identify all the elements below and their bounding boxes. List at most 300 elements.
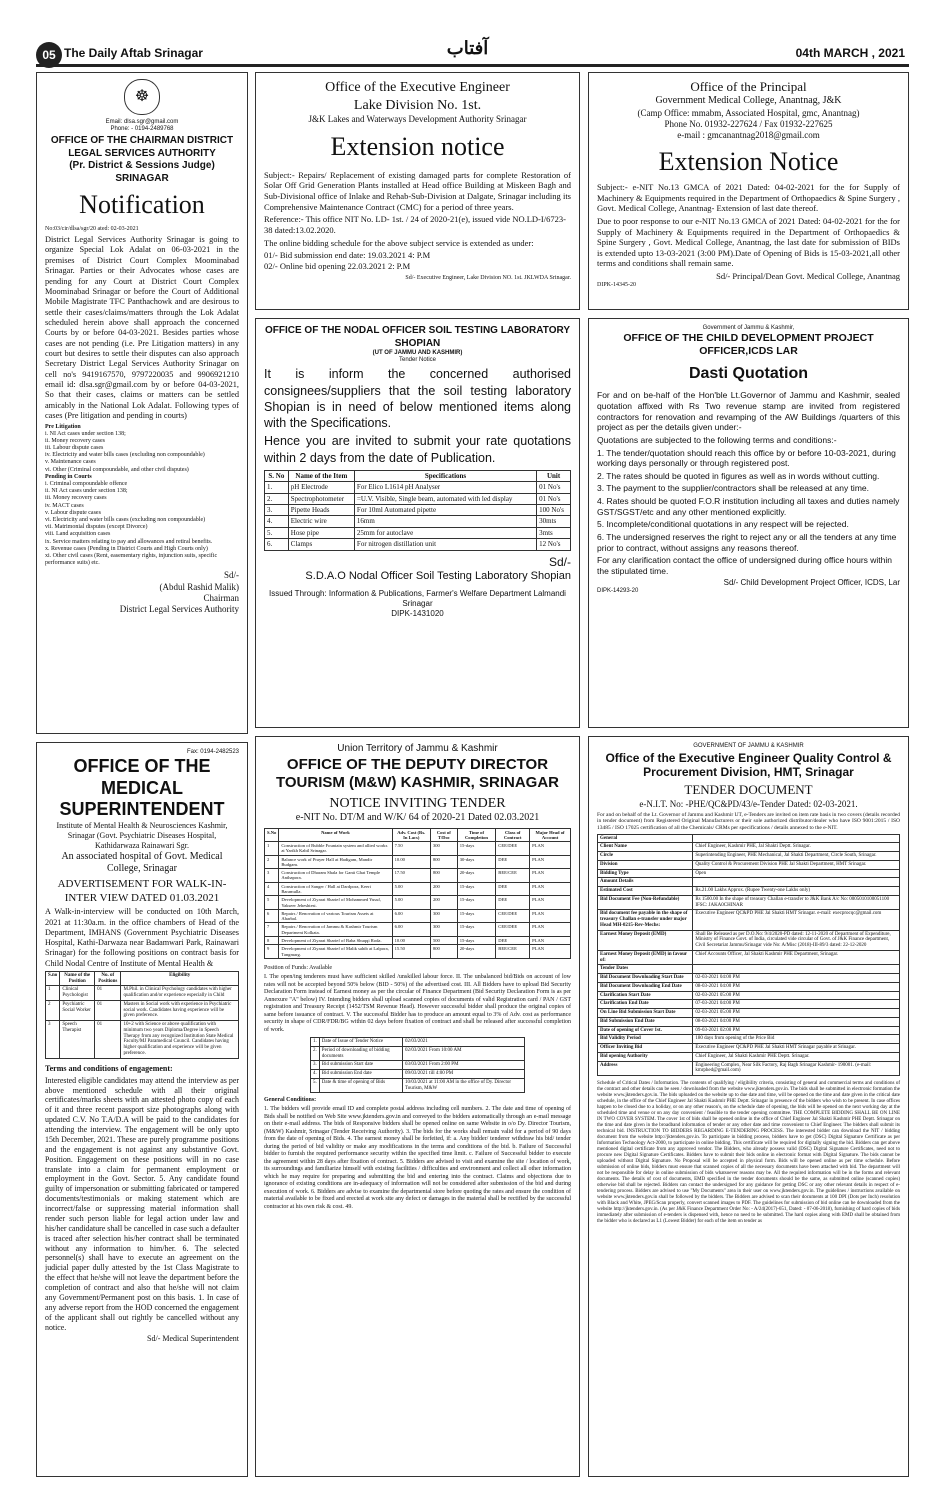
list-item: 6. The undersigned reserves the right to reject any or all the tenders at any time prior to contract, without assigns any reasons thereof. <box>597 531 897 553</box>
table-cell: 5. <box>265 527 289 538</box>
list-item: ii. Money recovery cases <box>45 437 105 444</box>
soil-tender-notice <box>255 318 580 728</box>
cdpo-intro: Quotations are subjected to the following terms and conditions:- <box>597 434 837 445</box>
table-cell: Client Name <box>598 843 693 852</box>
table-cell: 300 <box>430 842 457 856</box>
list-item: iii. Labour dispute cases <box>45 445 104 452</box>
table-cell: BEE/CEE <box>496 869 530 883</box>
table-cell: Chief Engineer, Kashmir PHE, Jal Shakti Deptt. Srinagar. <box>693 843 900 852</box>
list-item: v. Labour dispute cases <box>45 509 101 516</box>
imhans-associated: An associated hospital of Govt. Medical College, Srinagar <box>61 850 223 875</box>
table-row <box>46 986 239 1001</box>
table-cell: 300 <box>430 923 457 937</box>
lake-body: Subject:- Repairs/ Replacement of existing damaged parts for complete Restoration of Solar Off Grid Generation Plants installed at Head office Building at Miskeen Bagh and Sub-Divisional office of Inlake and Rehab-Sub-Division at Dalgate, Srinagar including its Comprehensive Maintenance Contract (CMC) for a period of three years. <box>264 169 571 212</box>
table-cell: Speech Therapist <box>60 1021 95 1059</box>
table-row <box>598 878 900 887</box>
table-cell: On Line Bid Submission Start Date <box>598 1009 693 1018</box>
table-row <box>265 937 571 945</box>
table-row <box>598 930 900 950</box>
table-cell: Electric wire <box>288 516 354 527</box>
cdpo-dasti-quotation <box>588 318 909 728</box>
column-header: Adv. Cost (Rs. In Lacs) <box>392 828 430 842</box>
table-row <box>265 505 571 516</box>
table-cell: 1 <box>265 842 279 856</box>
table-cell: Spectrophotometer <box>288 493 354 504</box>
tourism-works-table <box>264 828 571 959</box>
table-cell: Development of Ziyarat Sharief of Baba Shuqqi Roda. <box>279 937 392 945</box>
table-row <box>598 869 900 878</box>
lake-extension-notice <box>255 72 580 310</box>
table-cell: Repairs / Renovation of Jammu & Kashmir Tourism Department Kolkata. <box>279 923 392 937</box>
table-cell: Address <box>598 1061 693 1076</box>
list-item: 4. Rates should be quoted F.O.R institution including all taxes and duties namely GST/SGST/etc and any other mentioned explicitly. <box>597 496 900 517</box>
table-cell: Rs 1500.00 In the shape of treasury Challan e-transfer to J&K Bank A/c No: 0005010100051100 IFSC: JAKA0CHINAR <box>693 895 900 910</box>
page-header <box>0 0 945 62</box>
list-item: iv. Electricity and water bills cases (excluding non compoundable) <box>45 452 205 459</box>
table-cell: Bid Document Downloading End Date <box>598 982 693 991</box>
table-cell: 01 <box>95 1021 121 1059</box>
table-cell: 20-days <box>457 945 496 959</box>
legal-phone: Phone: - 0194-2489768 <box>110 126 174 133</box>
table-cell: Chief Accounts Officer, Jal Shakti Kashmir PHE Department, Srinagar. <box>693 950 900 965</box>
table-cell: 15.50 <box>392 945 430 959</box>
soil-issued: Issued Through: Information & Publications, Farmer's Welfare Department Lalmandi Srinagar <box>269 589 566 609</box>
table-cell: PLAN <box>530 842 571 856</box>
column-header: Eligibility <box>121 971 239 986</box>
qcpd-intro: For and on behalf of the Lt. Governor of Jammu and Kashmir UT, e-Tenders are invited on item rate basis in two covers (details recorded in tender document) from Registered Original Manufacturers or their sole authorized distributor/dealer who have ISO 9001:2015 / ISO 13485 / ISO 17025 certification of all the Chemicals/ CRMs per specifications / details annexed to the e-NIT. <box>597 811 900 831</box>
table-cell: PLAN <box>530 882 571 896</box>
list-item: x. Revenue cases (Pending in District Courts and High Courts only) <box>45 545 208 552</box>
gmc-phone: Phone No. 01932-227624 / Fax 01932-227625 <box>664 119 833 129</box>
table-cell: Officer Inviting Bid <box>598 1044 693 1053</box>
legal-sub: (Pr. District & Sessions Judge) SRINAGAR <box>69 160 215 184</box>
table-cell: DEE <box>496 855 530 869</box>
table-row <box>598 1035 900 1044</box>
tourism-general: 1. The bidders will provide email ID and complete postal address including cell numbers. 2. The date and time of opening of Bids shall be notified on Web Site www.jktenders.gov.in and conveyed to the bidders automatically through an e-mail message on their e-mail address. The bids of Responsive bidders shall be opened online on same Website in o/o Dy. Director Tourism, (M&W) Kashmir, Srinagar (Tender Receiving Authority). 3. The bids for the works shall remain valid for a period of 90 days from the date of opening of Bids. 4. The earnest money shall be forfeited, if: a. Any bidder/ tenderer withdraw his bid/ tender during the period of bid validity or make any modifications in the terms and conditions of the bid. b. Failure of Successful bidder to furnish the required performance security within the specified time limit. c. Failure of Successful bidder to execute the agreement within 28 days after fixation of contract. 5. Bidders are advised to visit and examine the site / location of work, its surroundings and familiarize himself with existing facilities / difficulties and environment and collect all other information which he may require for preparing and submitting the bid and entering into the contract. Claims and objections due to ignorance of existing conditions are in-adequacy of information will not be considered after submission of the bid and during execution of work. 6. Bidders are advise to examine the departmental store before quoting the rates and ensure the condition of material available to be fixed and erected at work site any defect or damages in the material shall be rectified by the successful contractor at his own risk & cost. 49. <box>264 1106 571 1210</box>
soil-body-2: Hence you are invited to submit your rate quotations within 2 days from the date of Publication. <box>264 434 571 465</box>
table-cell: PLAN <box>530 855 571 869</box>
tourism-gen-head: General Conditions: <box>264 1097 317 1104</box>
table-cell: 10.00 <box>392 937 430 945</box>
table-cell: For nitrogen distillation unit <box>354 539 536 550</box>
qcpd-schedule: Schedule of Critical Dates / Information. The contents of qualifying / eligibility criteria, consisting of general and commercial terms and conditions of the contract and other details can be seen / downloaded from the website www.jktenders.gov.in. The bids shall be submitted in electronic formation the website www.jktenders.gov.in. The bids uploaded on the website up to due date and time, will be opened on the time and date given in the critical date schedule, in the office of the Chief Engineer Jal Shakti Kashmir PHE Deptt. Srinagar in presence of the bidders who wish to be present. In case offices happen to be closed due to a holiday, or on any other reason's, on the schedule date of opening, the bids will be opened on the next working day at the scheduled time and venue or on any day convenient / feasible to the tender opening committee. THE COMPLETE BIDDING SHALL BE ON LINE IN TWO COVER SYSTEM. The cover 1st of bids shall be opened online in the office of Chief Engineer Jal Shakti Kashmir PHE Deptt. Srinagar on the time and date given in the broadband information of tender or any other date and time convenient to Chief Engineer. The bidders shall submit its technical bid. INSTRUCTION TO BIDDERS REGARDING E-TENDERING PROCESS. The interested bidder can download the NIT / bidding document from the website http://jktenders.gov.in. To participate in bidding process, bidders have to get (DSC) Digital Signature Certificate as per Information Technology Act-2000, to participate in online bidding. This certificate will be required for digitally signing the bid. Bidders can get above mentioned digital certificate from any approved vendor. The Bidders, who already possess valid (DSC) Digital Signature Certificates, need not to procure new Digital Signature Certificates. Bidders have to submit their bids online in electronic format with Digital Signature. The bids cannot be uploaded without Digital Signature. No Proposal will be accepted in physical form. Bids will be opened online as per time schedule. Before submission of online bids, bidders must ensure that scanned copies of all the necessary documents have been attached with bid. The department will not be responsible for delay in online submission of bids whatsoever reasons may be. All the required information will be in the forms and relevant documents. The details of cost of documents, EMD specified in the tender documents should be the same, as submitted online (scanned copies) otherwise bid shall be rejected. Bidders can contact the undersigned for any guidance for getting DSC or any other relevant details in respect of e-tendering process. Bidders are advised to use "My Documents" area in their user on www.jktenders.gov.in. The guidelines / instructions available on website www.jktenders.gov.in shall be followed by the bidders. The Bidders are advised to scan their documents at 100 DPI (Dots per Inch) resolution with Black and White, JPEG/Scan properly, convert scanned images to PDF. The guidelines for submission of bid online can be downloaded from the website http://jktenders.gov.in. (As per J&K Finance Department Order No: - A/24(2017)-651, Dated: - 07-06-2018), furnishing of hard copies of bids immediately after submission of e-tenders is dispensed with, hence no need to be submitted. The hard copies along with EMD shall be obtained from the bidder who is declared as L1 (Lowest Bidder) for each of the item on tender as <box>597 1081 900 1225</box>
table-cell: Date & time of opening of Bids <box>319 1078 402 1093</box>
table-row <box>265 482 571 493</box>
tourism-funds: Position of Funds: Available <box>264 964 333 971</box>
soil-signature: S.D.A.O Nodal Officer Soil Testing Laboratory Shopian <box>305 569 571 582</box>
table-row <box>265 493 571 504</box>
table-cell: 2 <box>46 1000 60 1020</box>
table-cell: 2 <box>265 855 279 869</box>
table-cell: 15-days <box>457 923 496 937</box>
table-cell: Clamps <box>288 539 354 550</box>
table-cell: Psychiatric Social Worker <box>60 1000 95 1020</box>
cdpo-org: OFFICE OF THE CHILD DEVELOPMENT PROJECT OFFICER,ICDS LAR <box>623 332 874 358</box>
table-cell: 25mm for autoclave <box>354 527 536 538</box>
table-cell: 03/03/2021 From 2:00 PM <box>403 1061 525 1070</box>
table-cell: Date of Issue of Tender Notice <box>319 1038 402 1047</box>
table-row <box>311 1078 525 1093</box>
table-cell: 30-days <box>457 855 496 869</box>
table-row <box>598 982 900 991</box>
legal-body: District Legal Services Authority Srinagar is going to organize Special Lok Adalat on 06-03-2021 in the premises of District Court Complex Moominabad Srinagar. Parties or their Advocates whose cases are pending for any Court at District Court Complex Moominabad Srinagar or before the Court of Additional Mobile Magistrate TFC Panthachowk and are desirous to settle their cases/claims/matters through the Lok Adalat scheduled herein above shall approach the concerned Courts by or before 04-03-2021. Besides parties whose cases are not pending (i.e. Pre Litigation matters) in any court but desires to settle their disputes can also approach Secretary District Legal Services Authority Srinagar on cell no's 9419167570, 9797220035 and 9906921210 email id: dlsa.sgr@gmail.com by or before 04-03-2021, So that their cases, claims or matters can be settled amicably in the National Lok Adalat. Following types of cases (Pre litigation and pending in courts) <box>45 235 239 421</box>
list-item: 2. The rates should be quoted in figures as well as in words without cutting. <box>597 470 880 481</box>
table-cell: 6.00 <box>392 923 430 937</box>
qcpd-gov: GOVERNMENT OF JAMMU & KASHMIR <box>693 743 804 749</box>
table-cell: 4. <box>311 1070 320 1079</box>
gmc-name: Government Medical College, Anantnag, J&K <box>655 95 842 107</box>
table-cell: 5. <box>311 1078 320 1093</box>
table-row <box>311 1061 525 1070</box>
table-cell: 200 <box>430 882 457 896</box>
table-row <box>598 860 900 869</box>
table-row <box>265 945 571 959</box>
qcpd-tender-document <box>588 736 909 1477</box>
table-cell: Bid Submission End Date <box>598 1017 693 1026</box>
table-cell: 4 <box>265 882 279 896</box>
table-cell: DEE <box>496 896 530 910</box>
table-cell: pH Electrode <box>288 482 354 493</box>
table-cell: BEE/CEE <box>496 945 530 959</box>
table-cell: M.Phil. in Clinical Psychology candidates with higher qualification and/or experience especially in Child <box>121 986 239 1001</box>
table-cell: 02/03/2021 From 10:00 AM <box>403 1046 525 1061</box>
table-cell: Bid Document Fee (Non-Refundable) <box>598 895 693 910</box>
gmc-title: Extension Notice <box>658 146 839 176</box>
table-row <box>598 843 900 852</box>
table-cell: 3mts <box>537 527 571 538</box>
cdpo-signature: Sd/- Child Development Project Officer, ICDS, Lar <box>723 578 900 588</box>
page-number: 05 <box>36 42 62 68</box>
table-cell: 6.00 <box>392 909 430 923</box>
table-cell: Executive Engineer QC&PD PHE Jal Shakti HMT Srinagar. e-mail: execprocqc@gmail.com <box>693 910 900 930</box>
table-row <box>598 834 900 843</box>
table-cell: 15-days <box>457 909 496 923</box>
table-cell: 8 <box>265 937 279 945</box>
table-cell: Construction of Sanger / Hall at Dardpora, Keeri Baramulla. <box>279 882 392 896</box>
table-cell: 09-03-2021 02:00 PM <box>693 1026 900 1035</box>
tourism-ut: Union Territory of Jammu & Kashmir <box>337 743 498 754</box>
table-cell: 17.50 <box>392 869 430 883</box>
tourism-title: NOTICE INVITING TENDER <box>329 795 506 811</box>
table-row <box>265 855 571 869</box>
list-item: iv. MACT cases <box>45 502 84 509</box>
table-cell: 800 <box>430 869 457 883</box>
gmc-org: Office of the Principal <box>690 79 807 94</box>
table-cell: Development of Ziyarat Sharief of Malik sahib at Lalpora, Tangmarg. <box>279 945 392 959</box>
table-cell: 500 <box>430 937 457 945</box>
table-cell: 1 <box>46 986 60 1001</box>
cdpo-dipk: DIPK-14293-20 <box>597 588 639 595</box>
table-row <box>598 895 900 910</box>
cdpo-title: Dasti Quotation <box>688 365 809 383</box>
column-header: Unit <box>537 470 571 481</box>
table-row <box>46 1021 239 1059</box>
table-cell: Bid Validity Period <box>598 1035 693 1044</box>
table-header-row <box>46 971 239 986</box>
imhans-org: OFFICE OF THE MEDICAL SUPERINTENDENT <box>59 756 225 820</box>
table-row <box>265 882 571 896</box>
legal-notification <box>36 72 248 734</box>
imhans-institute: Institute of Mental Health & Neurosciences Kashmir, Srinagar (Govt. Psychiatric Diseases Hospital, Kathidarwaza Rainawari Sgr. <box>56 820 228 850</box>
sign-line: (Abdul Rashid Malik) <box>159 581 239 592</box>
list-item: i. Criminal compoundable offence <box>45 481 128 488</box>
table-cell: 2. <box>311 1046 320 1061</box>
table-cell: 15-days <box>457 882 496 896</box>
list-item: vi. Other (Criminal compoundable, and other civil disputes) <box>45 466 189 473</box>
list-item: 3. The payment to the supplier/contractors shall be released at any time. <box>597 483 869 494</box>
tourism-nit <box>255 736 580 1477</box>
table-row <box>598 1009 900 1018</box>
list-item: i. NI Act cases under section 138; <box>45 430 126 437</box>
table-cell: 10/03/2021 at 11:00 AM in the office of Dy. Director Tourism, M&W <box>403 1078 525 1093</box>
table-row <box>598 1026 900 1035</box>
lake-row-1: 01/- Bid submission end date: 19.03.2021 4: P.M <box>264 250 431 261</box>
soil-org: OFFICE OF THE NODAL OFFICER SOIL TESTING LABORATORY SHOPIAN <box>264 325 570 349</box>
table-cell: 02-03-2021 04:00 PM <box>693 974 900 983</box>
lake-authority: J&K Lakes and Waterways Development Authority Srinagar <box>308 114 527 124</box>
imhans-adv-title: ADVERTISEMENT FOR WALK-IN-INTER VIEW DATED 01.03.2021 <box>57 877 227 904</box>
lake-row-2: 02/- Online bid opening 22.03.2021 2: P.M <box>264 260 411 271</box>
table-cell: Shall Be Released as per D.O.No: 9/4/2020-PD dated: 12-11-2020 of Department of Expenditure, Ministry of Finance Govt. of India, circulated vide circular of Govt. of J&K Finance department, Civil Secretariat Jammu/Srinagar vide No: A/Misc (2018)-III-89/3 dated: 22-12-2020 <box>693 930 900 950</box>
table-header-row <box>265 470 571 481</box>
soil-items-table <box>264 470 571 551</box>
table-cell: Rs.21.00 Lakhs Approx. (Rupee Twenty-one Lakhs only) <box>693 887 900 896</box>
table-cell: Bid Document Downloading Start Date <box>598 974 693 983</box>
legal-pend-list <box>45 481 239 567</box>
table-row <box>265 896 571 910</box>
table-cell: Division <box>598 860 693 869</box>
table-cell: Circle <box>598 852 693 861</box>
table-row <box>598 991 900 1000</box>
legal-signature <box>45 570 239 615</box>
table-row <box>265 869 571 883</box>
column-header: No. of Positions <box>95 971 121 986</box>
table-cell: 200 <box>430 896 457 910</box>
table-cell <box>693 965 900 974</box>
table-cell: 10+2 with Science or above qualification with minimum two years Diploma/Degree in Speech Therapy from any recognized Institution State Medical Faculty/MJ Paramedical Council. Candidates having higher qualification and experience will be given preference. <box>121 1021 239 1059</box>
table-cell: 5 <box>265 896 279 910</box>
lake-division: Lake Division No. 1st. <box>353 97 482 113</box>
newspaper-name: The Daily Aftab Srinagar <box>64 46 203 60</box>
tourism-dates-table <box>310 1037 525 1093</box>
table-cell: 800 <box>430 945 457 959</box>
column-header: Name of the Item <box>288 470 354 481</box>
table-cell: Period of downloading of bidding documents <box>319 1046 402 1061</box>
imhans-positions-table <box>45 971 239 1059</box>
header-rule <box>36 64 909 67</box>
table-cell: 01 No's <box>537 482 571 493</box>
table-cell: 800 <box>430 855 457 869</box>
list-item: viii. Land acquisition cases <box>45 531 111 538</box>
legal-org: OFFICE OF THE CHAIRMAN DISTRICT LEGAL SERVICES AUTHORITY <box>50 135 234 159</box>
legal-ref: No:03/cir/dlsa/sgr/20 ated: 02-03-2021 <box>45 225 139 232</box>
soil-sd: Sd/- <box>548 554 571 569</box>
table-row <box>598 910 900 930</box>
column-header: Name of Work <box>279 828 392 842</box>
column-header: S.No <box>265 828 279 842</box>
table-cell: Repairs / Renovation of various Tourism Assets at Aharbal. <box>279 909 392 923</box>
table-cell: 6 <box>265 909 279 923</box>
table-cell: 02-03-2021 05:00 PM <box>693 991 900 1000</box>
table-cell: DEE <box>496 882 530 896</box>
lake-signature: Sd/- Executive Engineer, Lake Division NO. 1st. JKLWDA Srinagar. <box>405 275 571 282</box>
cdpo-body: For and on be-half of the Hon'ble Lt.Governor of Jammu and Kashmir, sealed quotation affixed with Rs Two revenue stamp are invited from registered contractors for renovation and revamping of the AW Buildings /quarters of this project as per the details given under:- <box>597 390 900 433</box>
column-header: Name of the Position <box>60 971 95 986</box>
list-item: ix. Service matters relating to pay and allowances and retiral benefits. <box>45 538 213 545</box>
soil-dipk: DIPK-1431020 <box>391 609 444 619</box>
table-cell: 12 No's <box>537 539 571 550</box>
table-cell: PLAN <box>530 909 571 923</box>
table-row <box>265 923 571 937</box>
lake-title: Extension notice <box>330 132 505 162</box>
sign-line: District Legal Services Authority <box>119 604 239 615</box>
table-row <box>598 887 900 896</box>
table-cell: Construction of Bubble Fountain system and allied works at Yarikh Kabil Srinagar. <box>279 842 392 856</box>
table-cell: 01 <box>95 1000 121 1020</box>
table-cell: Executive Engineer QC&PD PHE Jal Shakti HMT Srinagar payable at Srinagar. <box>693 1044 900 1053</box>
table-cell: 16mm <box>354 516 536 527</box>
table-cell: 3 <box>265 869 279 883</box>
table-cell: 01 <box>95 986 121 1001</box>
table-cell: For 10ml Automated pipette <box>354 505 536 516</box>
table-cell: Bid opening Authority <box>598 1052 693 1061</box>
table-cell: Development of Ziyarat Sharief of Mohammed Yusuf, Yakseer Jeheshtest. <box>279 896 392 910</box>
table-cell: =U.V. Visible, Single beam, automated with led display <box>354 493 536 504</box>
table-cell: 09/03/2021 till 4:00 PM <box>403 1070 525 1079</box>
imhans-terms: Interested eligible candidates may attend the interview as per above mentioned schedule with all their original certificates/marks sheets with an attested photo copy of each of it and three recent passport size photographs along with updated C.V. No T.A/D.A will be paid to the candidates for attending the interview. The engagement will be only upto 15th December, 2021. These are purely programme positions and the engagement is not against any substantive Govt. Position. Engagement on these positions will in no case translate into a claim for permanent employment or employment in the Govt. Sector. 5. Any candidate found guilty of impersonation or submitting fabricated or tampered documents/testimonials or making statement which are incorrect/false or suppressing material information shall render such person liable for legal action under law and his/her candidature shall be cancelled in case such a defaulter is traced after selection his/her contract shall be terminated without any information to him/her. 6. The selected personnel(s) shall have to execute an agreement on the judicial paper dully attested by the 1st Class Magistrate to the effect that he/she will not leave the department before the completion of contract and also that he/she will not claim any Government/Permanent post on this basis. 1. In case of any adverse report from the HOD concerned the engagement of the applicant shall out rightly be cancelled without any notice. <box>45 1075 239 1332</box>
tourism-org: OFFICE OF THE DEPUTY DIRECTOR TOURISM (M&W) KASHMIR, SRINAGAR <box>275 755 560 791</box>
table-cell <box>693 878 900 887</box>
table-cell: Date of opening of Cover 1st. <box>598 1026 693 1035</box>
table-cell: Bidding Type <box>598 869 693 878</box>
table-cell: 08-03-2021 04:00 PM <box>693 982 900 991</box>
table-row <box>311 1038 525 1047</box>
list-item: xi. Other civil cases (Rent, easementary rights, injunction suits, specific performance suits) etc. <box>45 552 218 567</box>
imhans-terms-head: Terms and conditions of engagement: <box>45 1063 173 1073</box>
table-cell: 10.00 <box>392 855 430 869</box>
table-cell: 07-03-2021 04:00 PM <box>693 1000 900 1009</box>
soil-ut: (UT OF JAMMU AND KASHMIR) <box>372 350 463 356</box>
gmc-extension-notice <box>588 72 909 310</box>
sign-line: Sd/- <box>223 570 239 581</box>
table-cell: 300 <box>430 909 457 923</box>
table-cell: 3 <box>46 1021 60 1059</box>
qcpd-details-table <box>597 834 900 1077</box>
table-cell: General <box>598 834 693 843</box>
table-row <box>265 516 571 527</box>
table-cell: Superintending Engineer, PHE Mechanical, Jal Shakti Department, Circle South, Srinagar. <box>693 852 900 861</box>
table-cell: 100 No's <box>537 505 571 516</box>
table-cell: 3. <box>265 505 289 516</box>
sign-line: Chairman <box>203 592 239 603</box>
table-cell: 01 No's <box>537 493 571 504</box>
table-cell: 30mts <box>537 516 571 527</box>
table-row <box>598 1044 900 1053</box>
cdpo-close: For any clarification contact the office of undersigned during office hours within the stipulated time. <box>597 555 892 576</box>
legal-pend-head: Pending in Courts <box>45 473 92 480</box>
table-cell: Bid submission Start date <box>319 1061 402 1070</box>
table-cell: DEE <box>496 937 530 945</box>
tourism-nit-no: e-NIT No. DT/M and W/K/ 64 of 2020-21 Dated 02.03.2021 <box>295 812 540 823</box>
legal-pre-head: Pre Litigation <box>45 423 81 430</box>
table-cell: 6. <box>265 539 289 550</box>
gmc-signature: Sd/- Principal/Dean Govt. Medical College, Anantnag <box>716 271 900 281</box>
cdpo-terms <box>597 448 900 554</box>
column-header: Time of Completion <box>457 828 496 842</box>
list-item: iii. Money recovery cases <box>45 495 107 502</box>
table-cell: 7.50 <box>392 842 430 856</box>
cdpo-gov: Government of Jammu & Kashmir, <box>702 325 795 331</box>
table-row <box>265 909 571 923</box>
table-row <box>598 1052 900 1061</box>
qcpd-title: TENDER DOCUMENT <box>684 782 813 798</box>
table-row <box>598 1061 900 1076</box>
table-cell <box>693 834 900 843</box>
table-cell: Bid submission End date <box>319 1070 402 1079</box>
table-cell: Earnest Money Deposit (EMD) in favour of: <box>598 950 693 965</box>
table-cell: 15-days <box>457 896 496 910</box>
lake-reference: Reference:- This office NIT No. LD- 1st. / 24 of 2020-21(e), issued vide NO.LD-I/6723-38 dated:13.02.2020. <box>264 214 566 235</box>
issue-date: 04th MARCH , 2021 <box>795 46 905 60</box>
column-header: Cost of T/Doc <box>430 828 457 842</box>
table-cell: Estimated Cost <box>598 887 693 896</box>
table-row <box>311 1046 525 1061</box>
table-cell: Chief Engineer, Jal Shakti Kashmir PHE Deptt. Srinagar. <box>693 1052 900 1061</box>
table-cell: 180 days from opening of the Price Bid <box>693 1035 900 1044</box>
legal-title: Notification <box>79 190 205 220</box>
tourism-notes: I. The open/ing tenderers must have sufficient skilled /unskilled labour force. II. The unbalanced bid/Bids on account of low rates will not be accepted beyond 50% below (BID - 50%) of the advertised cost. III. All Bidders have to upload Bid Security Declaration Form instead of Earnest money as per the circular of Finance Department (Bid Security Declaration Form is as per Annexure "A" below) IV. Intending bidders shall upload scanned copies of documents of valid Registration card / PAN / GST registration and Treasury Receipt (1452/TSM Revenue Head). However successful bidder shall produce the original copies of same before issuance of contract. V. The successful Bidder has to produce an amount equal to 3% of Adv. cost as performance security in shape of CDR/FDR/BG within 02 days before fixation of contract and shall be released after successful completion of work. <box>264 974 571 1033</box>
soil-body: It is inform the concerned authorised consignees/suppliers that the soil testing laboratory Shopian is in need of below mentioned items along with the Specifications. <box>264 367 571 431</box>
table-cell: Balance work of Prayer Hall at Hadigam, Mandir Budgam. <box>279 855 392 869</box>
lake-schedule: The online bidding schedule for the above subject service is extended as under: <box>264 237 534 248</box>
table-cell: Pipette Heads <box>288 505 354 516</box>
column-header: S.no <box>46 971 60 986</box>
gmc-body-2: Due to poor response to our e-NIT No.13 GMCA of 2021 Dated: 04-02-2021 for the for Supply of Machinery & Equipments required in the Department of Orthopaedics & Spine Surgery , Govt. Medical College, Anantnag, the last date for submission of BIDs is extended upto 13-03-2021 (3:00 PM).Date of Opening of Bids is 15-03-2021,all other terms and conditions shall remain same. <box>597 215 900 269</box>
table-row <box>598 1017 900 1026</box>
table-cell: Clarification End Date <box>598 1000 693 1009</box>
table-row <box>598 965 900 974</box>
table-header-row <box>265 828 571 842</box>
table-cell: For Elico L1614 pH Analyser <box>354 482 536 493</box>
table-cell: 20-days <box>457 869 496 883</box>
list-item: 5. Incomplete/conditional quotations in any respect will be rejected. <box>597 519 849 530</box>
table-cell: 02/03/2021 <box>403 1038 525 1047</box>
table-cell: Amount Details <box>598 878 693 887</box>
qcpd-org: Office of the Executive Engineer Quality Control & Procurement Division, HMT, Srinagar <box>605 750 892 779</box>
soil-tender-label: Tender Notice <box>398 357 437 364</box>
table-row <box>598 974 900 983</box>
list-item: v. Maintenance cases <box>45 459 96 466</box>
table-cell: 2. <box>265 493 289 504</box>
emblem-icon: ☸ <box>124 79 160 115</box>
table-cell: Engineering Complex, Near Silk Factory, Raj Bagh Srinagar Kashmir- 190001. (e-mail: kmrphed@gmail.com) <box>693 1061 900 1076</box>
imhans-advertisement <box>36 742 248 1477</box>
lake-org: Office of the Executive Engineer <box>325 80 510 95</box>
table-row <box>265 527 571 538</box>
table-row <box>265 539 571 550</box>
table-row <box>598 852 900 861</box>
table-cell: Masters in Social work with experience in Psychiatric social work. Candidates having experience will be given preference. <box>121 1000 239 1020</box>
list-item: vii. Matrimonial disputes (except Divorce) <box>45 524 148 531</box>
table-cell: 5.00 <box>392 896 430 910</box>
table-cell: 9 <box>265 945 279 959</box>
table-cell: Open <box>693 869 900 878</box>
column-header: Class of Contract <box>496 828 530 842</box>
table-cell: Tender Dates <box>598 965 693 974</box>
table-cell: Hose pipe <box>288 527 354 538</box>
table-cell: 4. <box>265 516 289 527</box>
table-cell: Construction of Dharam Shala for Ganti Ghat Temple Anthapora. <box>279 869 392 883</box>
